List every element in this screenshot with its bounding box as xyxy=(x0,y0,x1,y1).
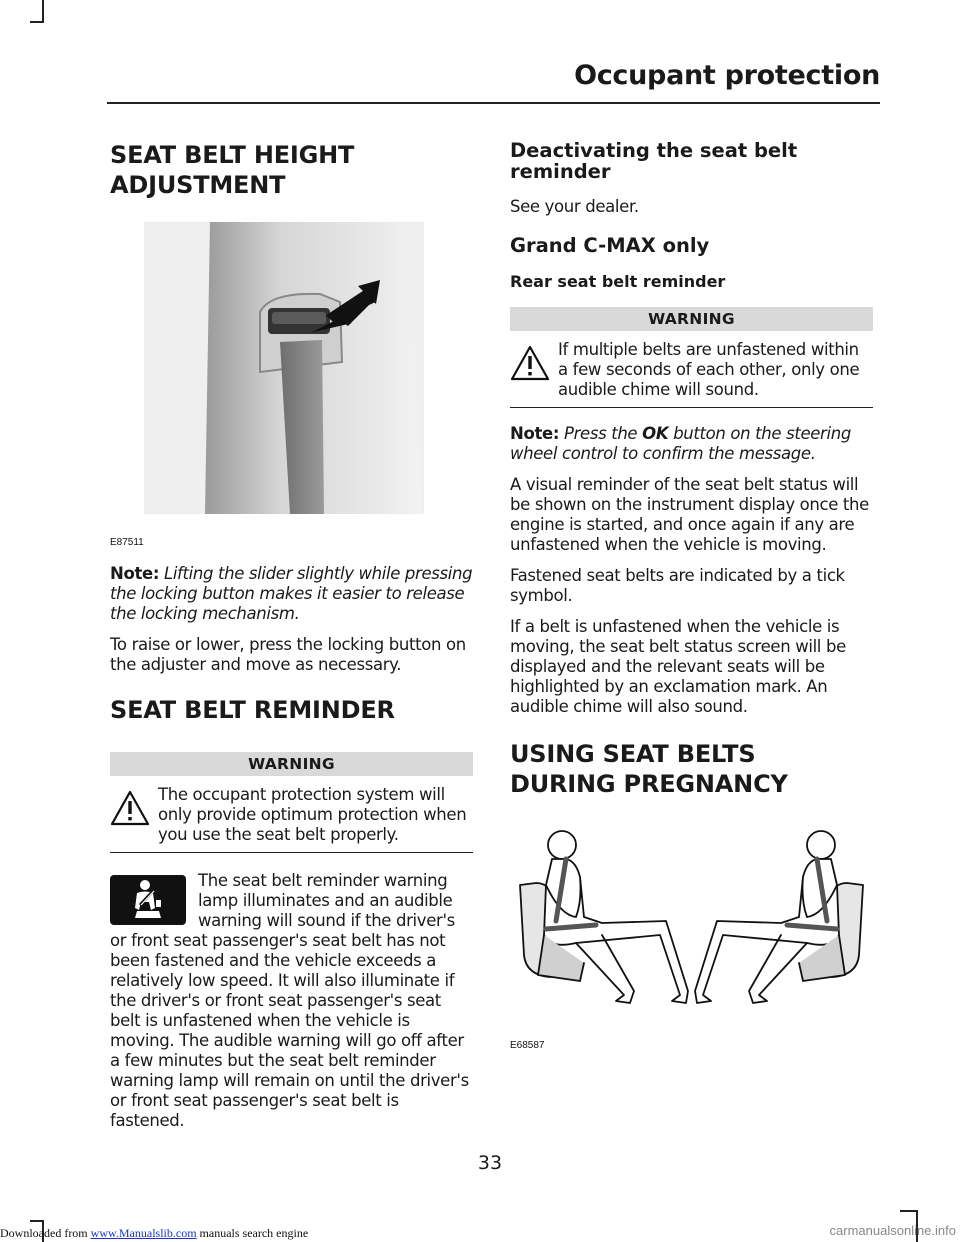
crop-mark xyxy=(900,1210,918,1212)
pregnancy-seat-belt-illustration xyxy=(510,825,873,1051)
figure-code: E87511 xyxy=(110,537,144,548)
reminder-lamp-paragraph xyxy=(110,871,473,1131)
warning-header: WARNING xyxy=(110,752,473,776)
note-slider xyxy=(110,564,473,624)
footer-link[interactable]: www.Manualslib.com xyxy=(90,1226,197,1240)
right-column xyxy=(510,140,873,1051)
note-ok-button xyxy=(510,424,873,464)
seat-belt-warning-lamp-icon xyxy=(110,875,186,925)
crop-mark xyxy=(30,21,44,23)
subsection-title-grand-cmax: Grand C-MAX only xyxy=(510,233,710,257)
warning-text: If multiple belts are unfastened within a few seconds of each other, only one audible chime will sound. xyxy=(558,340,860,400)
paragraph-raise-lower: To raise or lower, press the locking button on the adjuster and move as necessary. xyxy=(110,635,466,674)
paragraph-visual-reminder: A visual reminder of the seat belt status will be shown on the instrument display once the engine is started, and once again if any are unfastened when the vehicle is moving. xyxy=(510,475,869,555)
watermark: carmanualsonline.info xyxy=(829,1223,956,1238)
note-ok-keyword: OK xyxy=(642,424,669,444)
warning-box xyxy=(510,307,873,408)
section-title-pregnancy: USING SEAT BELTS DURING PREGNANCY xyxy=(510,740,788,799)
warning-content xyxy=(110,776,473,853)
crop-mark xyxy=(30,1220,44,1222)
warning-triangle-icon xyxy=(110,790,150,826)
note-text-pre: Press the xyxy=(563,424,638,444)
section-title-belt-reminder: SEAT BELT REMINDER xyxy=(110,696,395,724)
page-header-title: Occupant protection xyxy=(574,60,880,91)
note-text: Lifting the slider slightly while pressing the locking button makes it easier to release the locking mechanism. xyxy=(110,564,473,623)
note-label: Note: xyxy=(510,424,560,444)
reminder-lamp-text: The seat belt reminder warning lamp illuminates and an audible warning will sound if the driver's or front seat passenger's seat belt has not been fastened and the vehicle exceeds a relatively low speed. It will also illuminate if the driver's or front seat passenger's seat belt is unfastened when the vehicle is moving. The audible warning will go off after a few minutes but the seat belt reminder warning lamp will remain on until the driver's or front seat passenger's seat belt is fastened. xyxy=(110,870,469,1130)
warning-content xyxy=(510,331,873,408)
warning-box xyxy=(110,752,473,853)
crop-mark xyxy=(42,0,44,22)
warning-header: WARNING xyxy=(510,307,873,331)
footer-prefix: Downloaded from xyxy=(0,1226,88,1240)
paragraph-unfastened-belt: If a belt is unfastened when the vehicle is moving, the seat belt status screen will be displayed and the relevant seats will be highlighted by an exclamation mark. An audible chime will also sound. xyxy=(510,617,846,717)
download-footer xyxy=(0,1226,308,1241)
warning-text: The occupant protection system will only provide optimum protection when you use the seat belt properly. xyxy=(158,784,467,844)
left-column xyxy=(110,140,473,1131)
seat-belt-adjuster-figure xyxy=(110,222,473,548)
page-number: 33 xyxy=(477,1152,503,1174)
warning-triangle-icon xyxy=(510,345,550,381)
figure-code: E68587 xyxy=(510,1040,545,1052)
footer-suffix: manuals search engine xyxy=(199,1226,309,1240)
subsection-title-deactivating: Deactivating the seat belt reminder xyxy=(510,139,798,184)
header-divider xyxy=(107,102,880,104)
minor-title-rear-reminder: Rear seat belt reminder xyxy=(510,272,726,292)
note-text-post: button on the steering wheel control to confirm the message. xyxy=(510,424,851,464)
pregnancy-belt-figure xyxy=(510,825,873,1051)
section-title-height-adjustment: SEAT BELT HEIGHT ADJUSTMENT xyxy=(110,141,355,199)
seat-belt-adjuster-illustration xyxy=(110,222,473,548)
paragraph-see-dealer: See your dealer. xyxy=(510,196,639,216)
note-label: Note: xyxy=(110,564,160,583)
paragraph-tick-symbol: Fastened seat belts are indicated by a tick symbol. xyxy=(510,566,845,606)
